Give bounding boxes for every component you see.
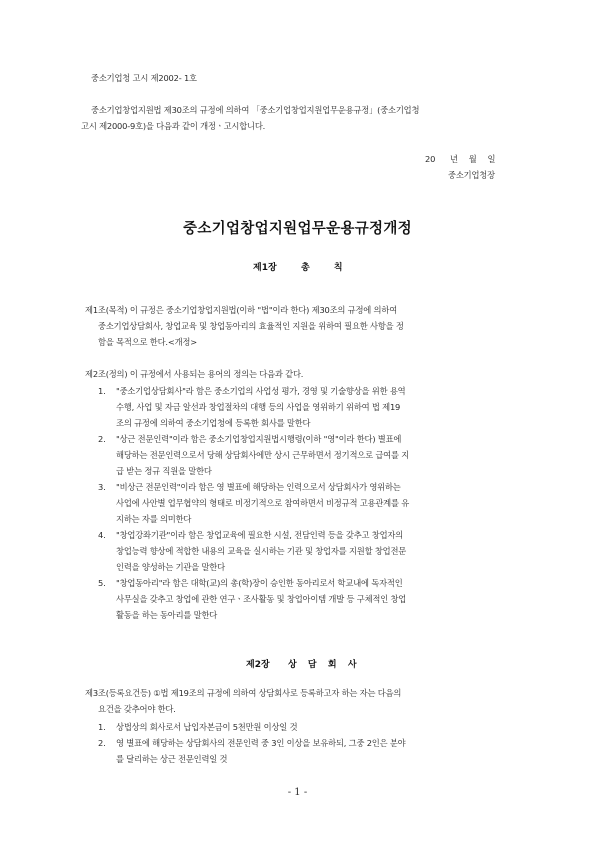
list-item-line: 사업에 사안별 업무협약의 형태로 비정기적으로 참여하면서 비정규적 고용관계를 유	[116, 498, 410, 508]
list-item-line: 조의 규정에 의하여 중소기업청에 등록한 회사를 말한다	[116, 418, 311, 428]
chapter-1-number: 제1장	[253, 263, 277, 273]
chapter-2-name-char: 사	[347, 660, 357, 670]
list-item-line: 상법상의 회사로서 납입자본금이 5천만원 이상일 것	[116, 722, 298, 732]
page-number: - 1 -	[287, 787, 308, 798]
list-item-line: 를 달리하는 상근 전문인력일 것	[116, 754, 228, 764]
list-item-number: 4.	[98, 530, 106, 540]
list-item-line: 활동을 하는 동아리를 말한다	[116, 610, 218, 620]
list-item-line: 수행, 사업 및 자금 알선과 창업절차의 대행 등의 사업을 영위하기 위하여 법 제19	[116, 402, 401, 412]
chapter-2-name-char: 상	[287, 660, 297, 670]
chapter-1-name-char: 칙	[333, 263, 343, 273]
article-2-intro: 제2조(정의) 이 규정에서 사용되는 용어의 정의는 다음과 같다.	[85, 369, 304, 379]
chapter-2-name-char: 담	[307, 660, 317, 670]
list-item-line: 지하는 자를 의미한다	[116, 514, 192, 524]
chapter-1-heading	[253, 260, 343, 273]
date-year-unit: 년	[450, 154, 458, 164]
chapter-2-heading	[246, 657, 357, 670]
list-item-number: 5.	[98, 578, 106, 588]
list-item-line: 사무실을 갖추고 창업에 관한 연구ㆍ조사활동 및 창업아이템 개발 등 구체적인 창업	[116, 594, 407, 604]
list-item-number: 3.	[98, 482, 106, 492]
page-title: 중소기업창업지원업무운용규정개정	[183, 221, 412, 237]
list-item-line: "비상근 전문인력"이라 함은 영 별표에 해당하는 인력으로서 상담회사가 영위하는	[116, 482, 401, 492]
article-1-line-3: 함을 목적으로 한다.<개정>	[98, 337, 197, 347]
list-item-line: 급 받는 정규 직원을 말한다	[116, 466, 212, 476]
article-1-line-1: 제1조(목적) 이 규정은 중소기업창업지원법(이하 "법"이라 한다) 제30조의 규정에 의하여	[85, 305, 398, 315]
article-3-line-1: 제3조(등록요건등) ①법 제19조의 규정에 의하여 상담회사로 등록하고자 하는 자는 다음의	[85, 688, 402, 698]
date-month-unit: 월	[468, 154, 477, 164]
date-day-unit: 일	[487, 154, 496, 164]
list-item-number: 1.	[98, 722, 106, 732]
notice-number: 중소기업청 고시 제2002- 1호	[91, 73, 197, 83]
list-item-line: "창업강좌기관"이라 함은 창업교육에 필요한 시설, 전담인력 등을 갖추고 창업자의	[116, 530, 404, 540]
chapter-1-name-char: 총	[300, 263, 310, 273]
article-3-line-2: 요건을 갖추어야 한다.	[98, 704, 176, 714]
chapter-2-name-char: 회	[327, 660, 337, 670]
list-item-number: 1.	[98, 386, 106, 396]
list-item-line: 해당하는 전문인력으로서 당해 상담회사에만 상시 근무하면서 정기적으로 급여를 지	[116, 450, 410, 460]
list-item-line: "중소기업상담회사"라 함은 중소기업의 사업성 평가, 경영 및 기술향상을 위한 용역	[116, 386, 406, 396]
list-item-line: "창업동아리"라 함은 대학(교)의 총(학)장이 승인한 동아리로서 학교내에 독자적인	[116, 578, 403, 588]
list-item-line: "상근 전문인력"이라 함은 중소기업창업지원법시행령(이하 "영"이라 한다) 별표에	[116, 434, 402, 444]
article-1-line-2: 중소기업상담회사, 창업교육 및 창업동아리의 효율적인 지원을 위하여 필요한 사항을 정	[98, 321, 404, 331]
intro-line-2: 고시 제2000-9호)을 다음과 같이 개정ㆍ고시합니다.	[81, 121, 266, 131]
list-item-number: 2.	[98, 434, 106, 444]
list-item-number: 2.	[98, 738, 106, 748]
date-year: 20	[425, 154, 436, 164]
issuer: 중소기업청장	[448, 170, 495, 180]
chapter-2-number: 제2장	[246, 660, 270, 670]
date-line	[425, 153, 495, 165]
list-item-line: 인력을 양성하는 기관을 말한다	[116, 562, 225, 572]
intro-line-1: 중소기업창업지원법 제30조의 규정에 의하여 「중소기업창업지원업무운용규정」(중소기업청	[91, 105, 420, 115]
list-item-line: 영 별표에 해당하는 상담회사의 전문인력 중 3인 이상을 보유하되, 그중 2인은 분야	[116, 738, 406, 748]
list-item-line: 창업능력 향상에 적합한 내용의 교육을 실시하는 기관 및 창업자를 지원할 창업전문	[116, 546, 407, 556]
